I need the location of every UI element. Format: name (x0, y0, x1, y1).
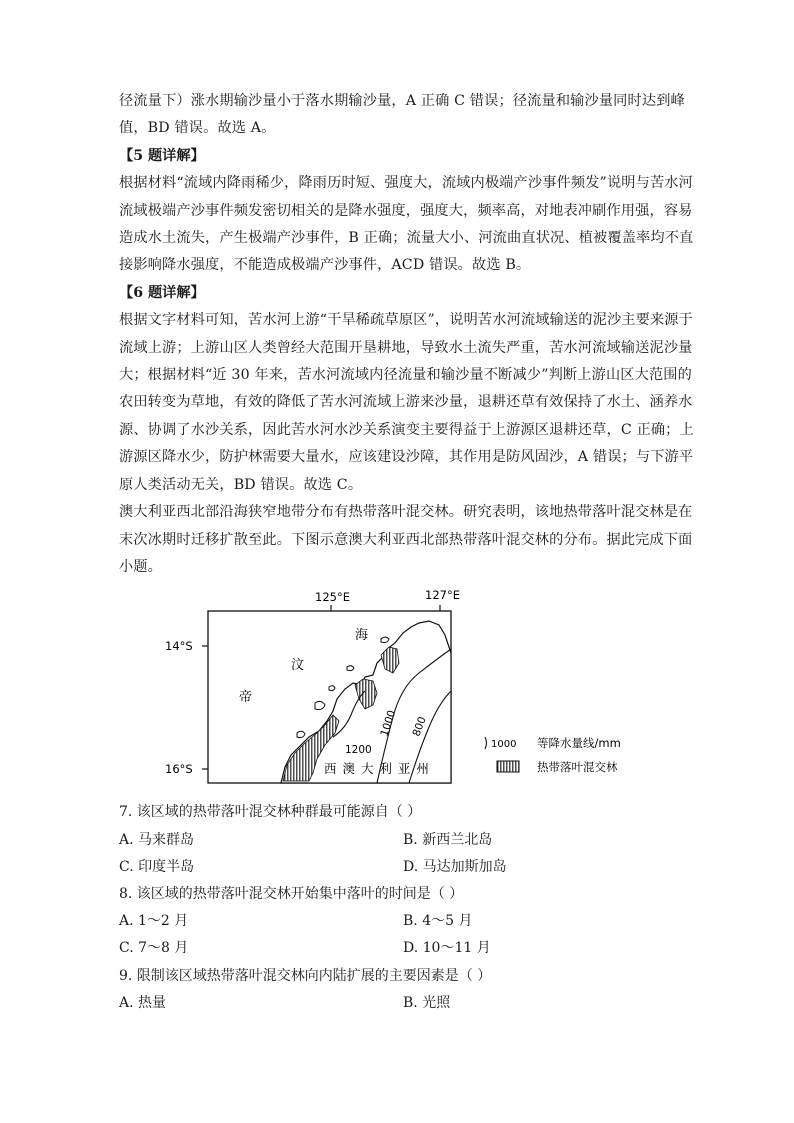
option-a: A. 马来群岛 (119, 831, 195, 848)
sea-label-wen: 汶 (291, 658, 305, 674)
legend-forest-text: 热带落叶混交林 (537, 760, 618, 775)
text-line: 流域上游；上游山区人类曾经大范围开垦耕地，导致水土流失严重，苦水河流域输送泥沙量 (119, 339, 693, 356)
question-stem: 7. 该区域的热带落叶混交林种群最可能源自（ ） (119, 804, 422, 821)
answer-paragraph-5 (119, 170, 694, 280)
option-c: C. 印度半岛 (119, 858, 195, 875)
isoline-label-1000: 1000 (378, 709, 399, 739)
option-d: D. 马达加斯加岛 (403, 858, 507, 875)
option-a: A. 1～2 月 (119, 913, 189, 930)
option-d: D. 10～11 月 (403, 940, 491, 957)
heading-q5: 【5 题详解】 (119, 147, 205, 164)
legend-isoline-text: 等降水量线/mm (537, 736, 621, 751)
option-b: B. 新西兰北岛 (403, 831, 493, 848)
lat-label-14: 14°S (165, 639, 193, 654)
text-line: 农田转变为草地，有效的降低了苦水河流域上游来沙量，退耕还草有效保持了水土、涵养水 (119, 394, 693, 411)
text-line: 根据材料“流域内降雨稀少，降雨历时短、强度大，流域内极端产沙事件频发”说明与苦水河 (119, 175, 693, 192)
answer-paragraph-6 (119, 307, 694, 499)
text-line: 流域极端产沙事件频发密切相关的是降水强度，强度大，频率高，对地表冲刷作用强，容易 (119, 202, 693, 219)
text-line: 游源区降水少，防护林需要大量水，应该建设沙障，其作用是防风固沙，A 错误；与下游平 (119, 449, 694, 466)
text-line: 值，BD 错误。故选 A。 (119, 120, 276, 137)
text-line: 澳大利亚西北部沿海狭窄地带分布有热带落叶混交林。研究表明，该地热带落叶混交林是在 (119, 504, 693, 521)
lon-label-125: 125°E (315, 590, 350, 605)
sea-label-di: 帝 (239, 690, 253, 706)
text-line: 接影响降水强度，不能造成极端产沙事件，ACD 错误。故选 B。 (119, 257, 531, 274)
option-a: A. 热量 (119, 994, 167, 1011)
legend-isoline-sample (485, 737, 487, 749)
text-line: 径流量下）涨水期输沙量小于落水期输沙量，A 正确 C 错误；径流量和输沙量同时达到峰 (119, 93, 685, 109)
question-7 (119, 799, 679, 881)
answer-paragraph-4 (119, 88, 685, 143)
text-line: 原人类活动无关，BD 错误。故选 C。 (119, 476, 363, 493)
legend-isoline-value: 1000 (491, 739, 517, 751)
text-line: 末次冰期时迁移扩散至此。下图示意澳大利亚西北部热带落叶混交林的分布。据此完成下面 (119, 531, 693, 548)
option-c: C. 7～8 月 (119, 940, 189, 957)
question-stem: 8. 该区域的热带落叶混交林开始集中落叶的时间是（ ） (119, 885, 464, 902)
question-9 (119, 963, 679, 1017)
material-intro (119, 499, 693, 581)
question-8 (119, 881, 679, 963)
text-line: 源、协调了水沙关系，因此苦水河水沙关系演变主要得益于上游源区退耕还草，C 正确；上 (119, 421, 694, 438)
isoline-label-800: 800 (410, 715, 429, 739)
isoline-label-1200: 1200 (345, 744, 372, 757)
map-svg (119, 587, 679, 799)
option-b: B. 光照 (403, 994, 451, 1011)
sea-label-hai: 海 (355, 628, 369, 644)
legend-forest-swatch (497, 761, 519, 772)
question-stem: 9. 限制该区域热带落叶混交林向内陆扩展的主要因素是（ ） (119, 967, 492, 984)
option-b: B. 4～5 月 (403, 913, 473, 930)
land-label: 西 澳 大 利 亚 州 (324, 761, 430, 777)
map-figure (119, 587, 679, 799)
document-page (119, 88, 694, 1017)
lon-label-127: 127°E (425, 588, 460, 603)
heading-q6: 【6 题详解】 (119, 284, 205, 301)
lat-label-16: 16°S (165, 762, 193, 777)
text-line: 根据文字材料可知，苦水河上游“干旱稀疏草原区”，说明苦水河流域输送的泥沙主要来源于 (119, 312, 693, 329)
text-line: 小题。 (119, 558, 163, 575)
text-line: 大；根据材料“近 30 年来，苦水河流域内径流量和输沙量不断减少”判断上游山区大范围的 (119, 367, 692, 384)
text-line: 造成水土流失，产生极端产沙事件，B 正确；流量大小、河流曲直状况、植被覆盖率均不直 (119, 230, 694, 247)
